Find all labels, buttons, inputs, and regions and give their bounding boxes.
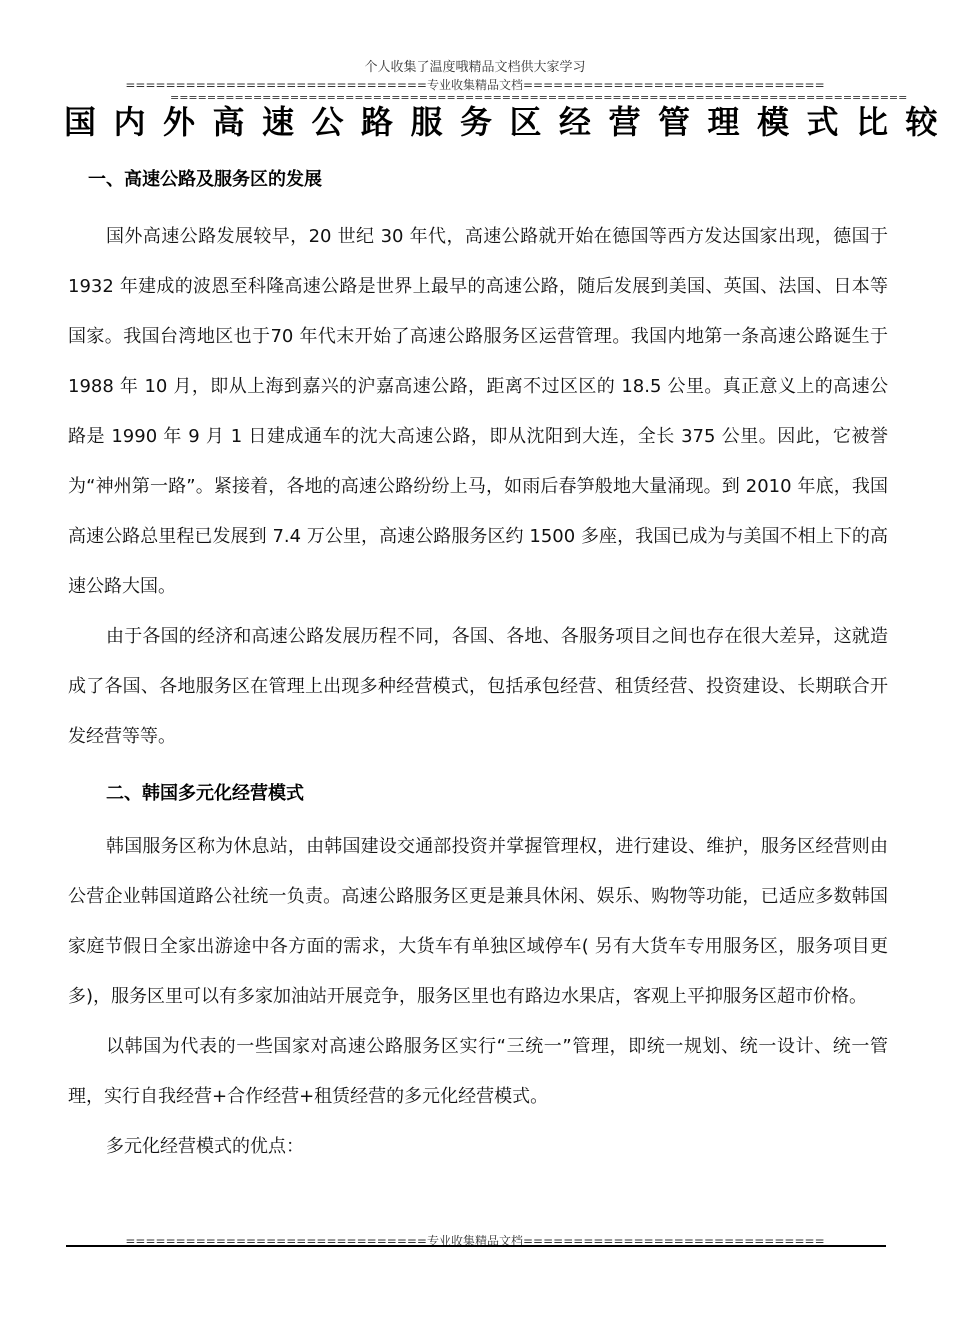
footer-separator: ==============================专业收集精品文档============================== <box>125 1234 825 1248</box>
section-2-paragraph-2: 以韩国为代表的一些国家对高速公路服务区实行“三统一”管理，即统一规划、统一设计、统一管理，实行自我经营+合作经营+租赁经营的多元化经营模式。 <box>68 1036 888 1107</box>
section-1-paragraph-2: 由于各国的经济和高速公路发展历程不同，各国、各地、各服务项目之间也存在很大差异，这就造成了各国、各地服务区在管理上出现多种经营模式，包括承包经营、租赁经营、投资建设、长期联合开发经营等等。 <box>68 626 888 747</box>
header-rule: ================================================================================ <box>170 91 908 104</box>
footer-rule <box>66 1245 886 1247</box>
section-1-heading: 一、高速公路及服务区的发展 <box>88 169 322 190</box>
header-separator: ==============================专业收集精品文档============================== <box>125 78 825 92</box>
document-title: 国内外高速公路服务区经营管理模式比较 <box>64 103 955 141</box>
section-2-heading: 二、韩国多元化经营模式 <box>106 783 304 804</box>
section-1-paragraph-1: 国外高速公路发展较早，20 世纪 30 年代，高速公路就开始在德国等西方发达国家出现，德国于 1932 年建成的波恩至科隆高速公路是世界上最早的高速公路，随后发展到美国、英国、法国、日本等国家。我国台湾地区也于70 年代末开始了高速公路服务区运营管理。我国内地第一条高速公路诞生于 1988 年 10 月，即从上海到嘉兴的沪嘉高速公路，距离不过区区的 18.5 公里。真正意义上的高速公路是 1990 年 9 月 1 日建成通车的沈大高速公路，即从沈阳到大连，全长 375 公里。因此，它被誉为“神州第一路”。紧接着，各地的高速公路纷纷上马，如雨后春笋般地大量涌现。到 2010 年底，我国高速公路总里程已发展到 7.4 万公里，高速公路服务区约 1500 多座，我国已成为与美国不相上下的高速公路大国。 <box>68 226 888 597</box>
section-2-paragraph-3: 多元化经营模式的优点： <box>106 1136 304 1157</box>
document-body <box>68 166 888 1172</box>
header-note: 个人收集了温度哦精品文档供大家学习 <box>364 60 586 75</box>
section-2-paragraph-1: 韩国服务区称为休息站，由韩国建设交通部投资并掌握管理权，进行建设、维护，服务区经营则由公营企业韩国道路公社统一负责。高速公路服务区更是兼具休闲、娱乐、购物等功能，已适应多数韩国家庭节假日全家出游途中各方面的需求，大货车有单独区域停车( 另有大货车专用服务区，服务项目更多)，服务区里可以有多家加油站开展竞争，服务区里也有路边水果店，客观上平抑服务区超市价格。 <box>68 836 888 1007</box>
